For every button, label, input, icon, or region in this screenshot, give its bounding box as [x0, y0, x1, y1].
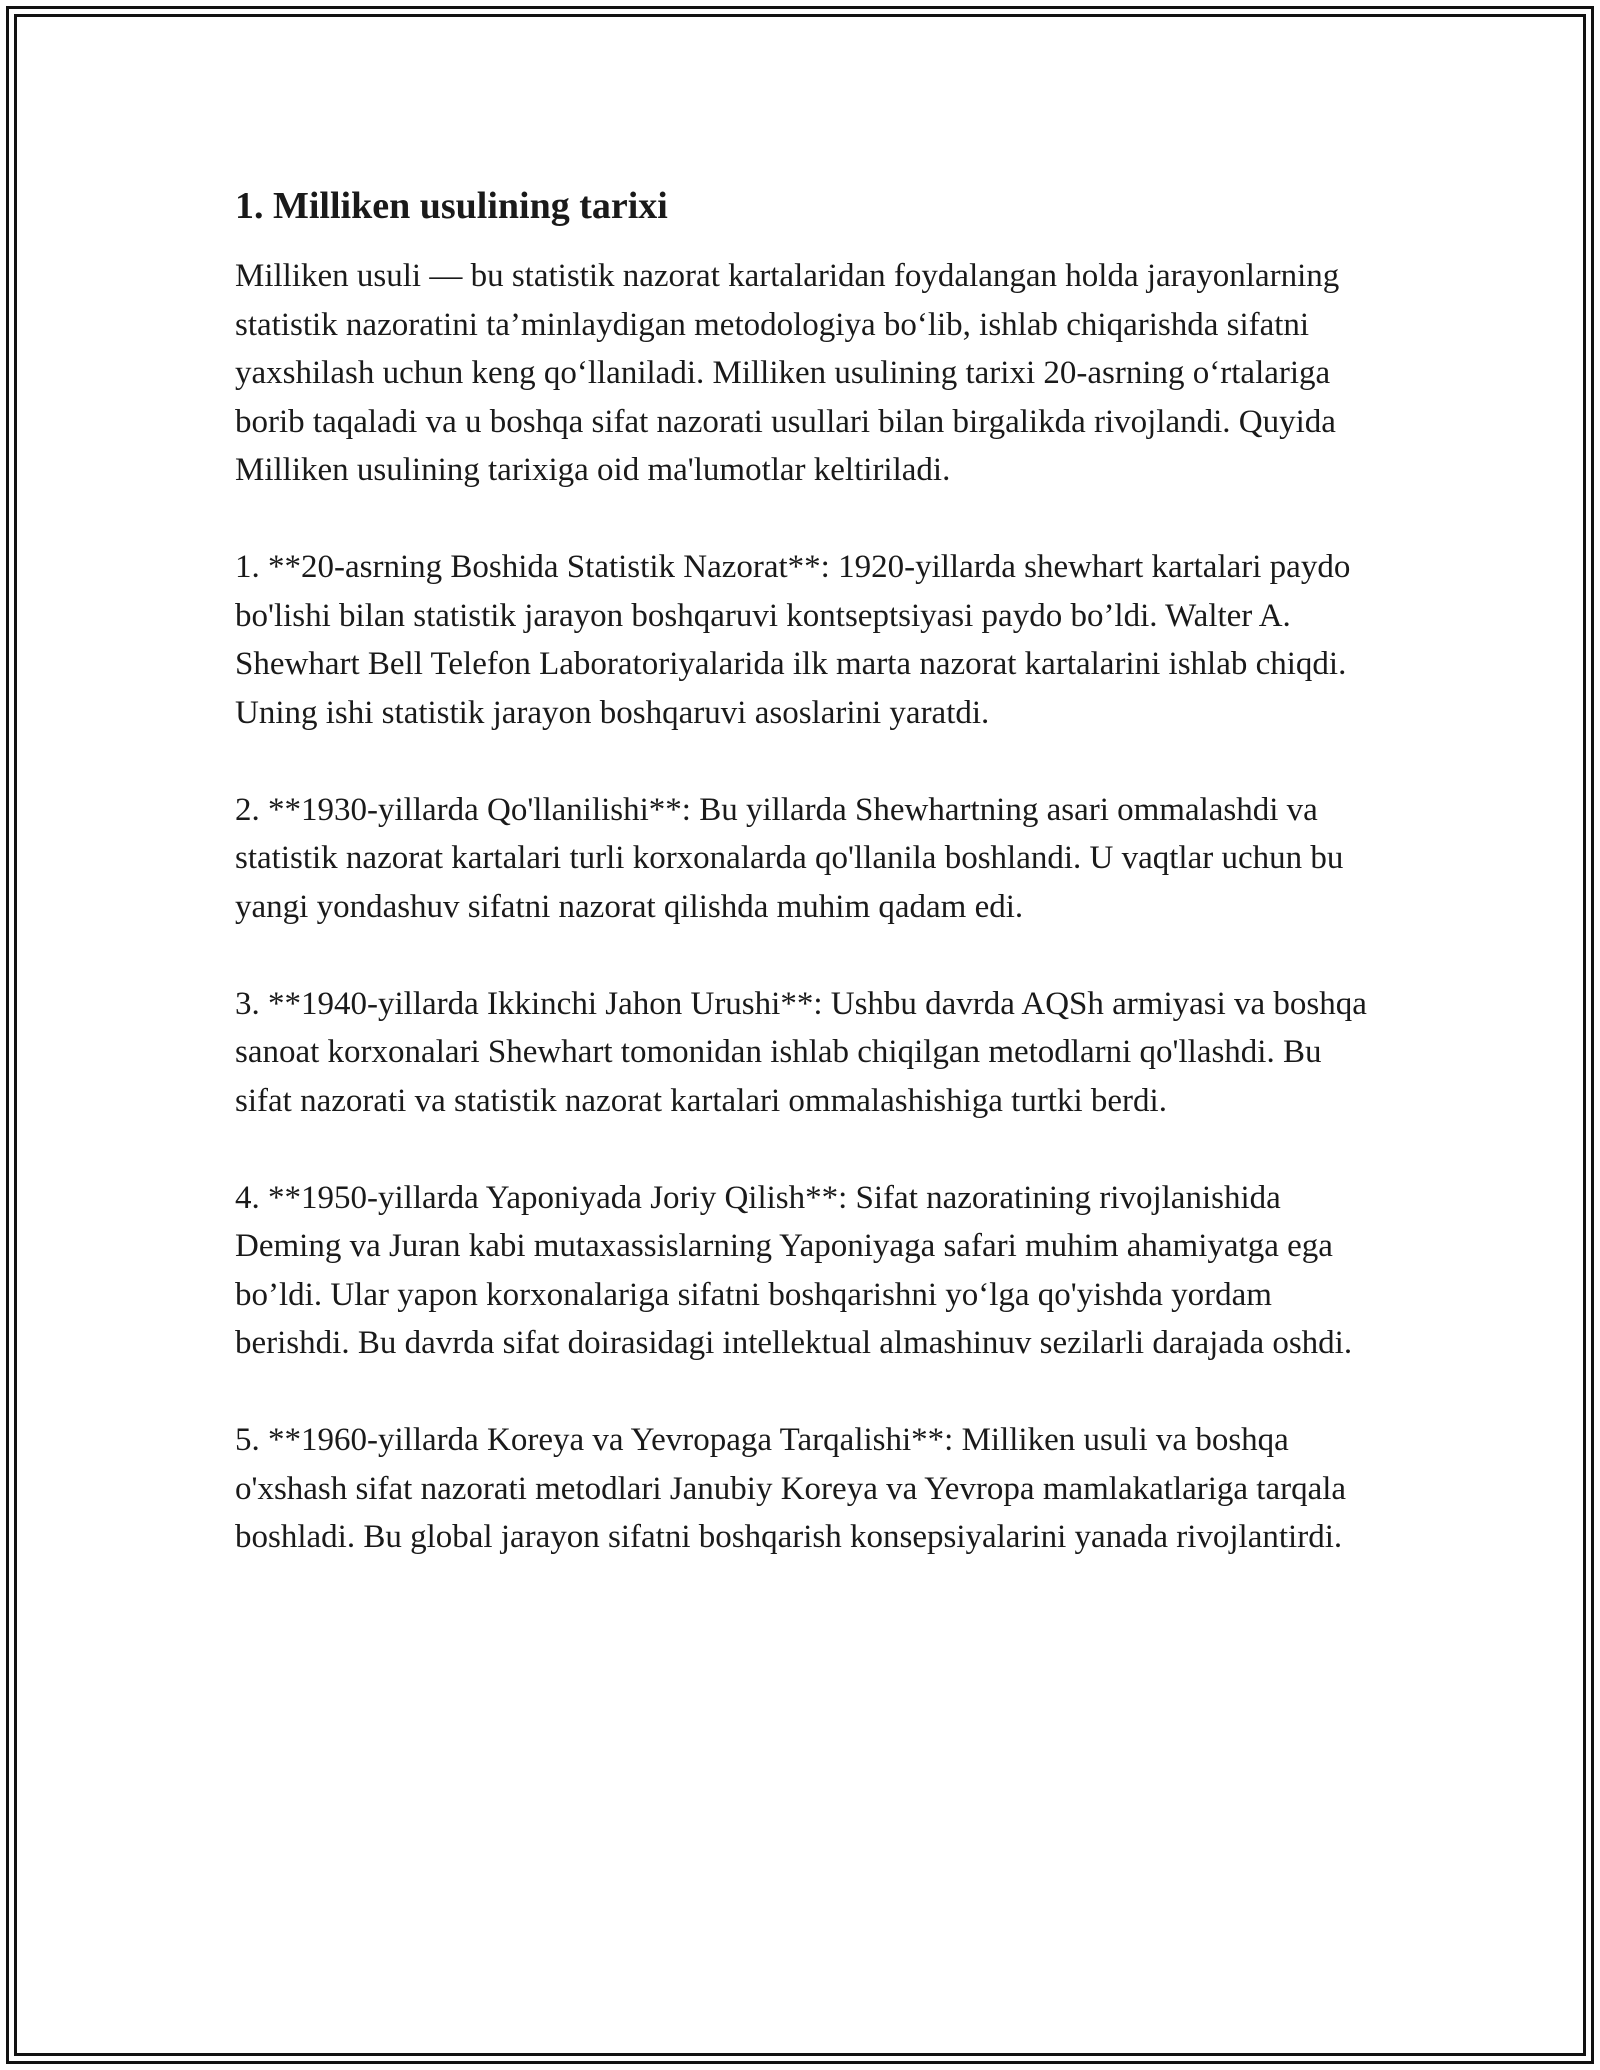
document-title: 1. Milliken usulining tarixi: [235, 185, 668, 227]
history-item-2: 2. **1930-yillarda Qo'llanilishi**: Bu yillarda Shewhartning asari ommalashdi va statistik nazorat kartalari turli korxonalarda qo'llanila boshlandi. U vaqtlar uchun bu yangi yondashuv sifatni nazorat qilishda muhim qadam edi.: [235, 791, 1344, 925]
history-item-4: 4. **1950-yillarda Yaponiyada Joriy Qilish**: Sifat nazoratining rivojlanishida Deming va Juran kabi mutaxassislarning Yaponiyaga safari muhim ahamiyatga ega bo’ldi. Ular yapon korxonalariga sifatni boshqarishni yo‘lga qo'yishda yordam berishdi. Bu davrda sifat doirasidagi intellektual almashinuv sezilarli darajada oshdi.: [235, 1179, 1353, 1361]
intro-paragraph: Milliken usuli — bu statistik nazorat kartalaridan foydalangan holda jarayonlarning statistik nazoratini ta’minlaydigan metodologiya bo‘lib, ishlab chiqarishda sifatni yaxshilash uchun keng qo‘llaniladi. Milliken usulining tarixi 20-asrning o‘rtalariga borib taqaladi va u boshqa sifat nazorati usullari bilan birgalikda rivojlandi. Quyida Milliken usulining tarixiga oid ma'lumotlar keltiriladi.: [235, 258, 1340, 488]
history-item-3: 3. **1940-yillarda Ikkinchi Jahon Urushi**: Ushbu davrda AQSh armiyasi va boshqa sanoat korxonalari Shewhart tomonidan ishlab chiqilgan metodlarni qo'llashdi. Bu sifat nazorati va statistik nazorat kartalari ommalashishiga turtki berdi.: [235, 985, 1367, 1119]
history-item-1: 1. **20-asrning Boshida Statistik Nazorat**: 1920-yillarda shewhart kartalari paydo bo'lishi bilan statistik jarayon boshqaruvi kontseptsiyasi paydo bo’ldi. Walter A. Shewhart Bell Telefon Laboratoriyalarida ilk marta nazorat kartalarini ishlab chiqdi. Uning ishi statistik jarayon boshqaruvi asoslarini yaratdi.: [235, 549, 1351, 731]
document-body: [235, 180, 1375, 1610]
history-item-5: 5. **1960-yillarda Koreya va Yevropaga Tarqalishi**: Milliken usuli va boshqa o'xshash sifat nazorati metodlari Janubiy Koreya va Yevropa mamlakatlariga tarqala boshladi. Bu global jarayon sifatni boshqarish konsepsiyalarini yanada rivojlantirdi.: [235, 1422, 1347, 1555]
